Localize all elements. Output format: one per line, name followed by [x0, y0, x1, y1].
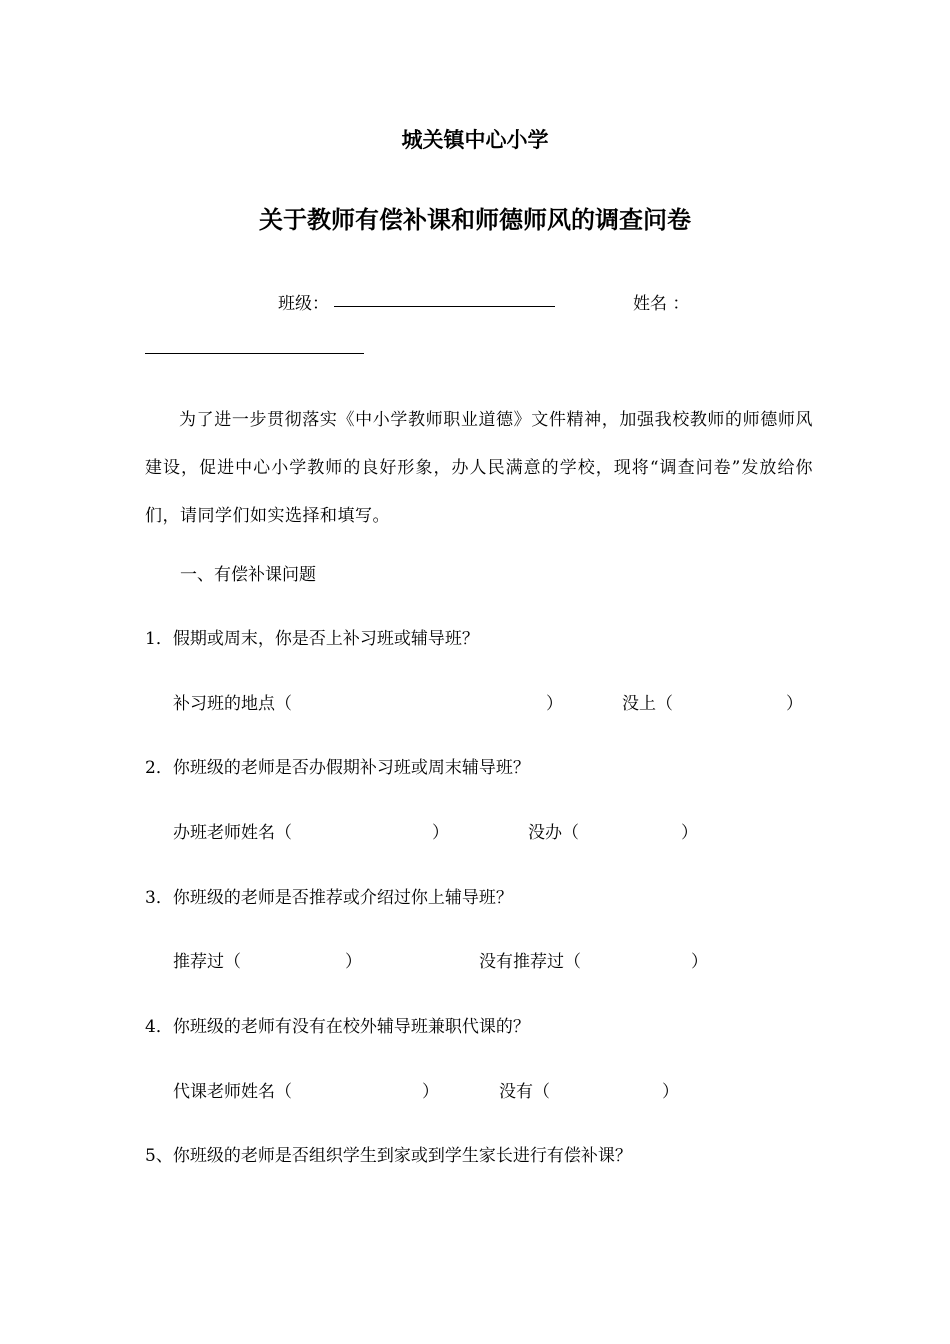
question-text: 你班级的老师是否组织学生到家或到学生家长进行有偿补课？ — [172, 1146, 632, 1166]
question-number: 3． — [145, 888, 173, 908]
question-number: 4． — [145, 1017, 173, 1037]
question-text: 你班级的老师是否推荐或介绍过你上辅导班？ — [172, 888, 513, 908]
name-label: 姓名 ： — [633, 294, 690, 314]
q4-option-no-label: 没有（ — [499, 1082, 550, 1102]
q2-option-no-label: 没办（ — [528, 823, 579, 843]
q1-option-location-close: ） — [546, 694, 563, 714]
intro-paragraph: 为了进一步贯彻落实《中小学教师职业道德》文件精神，加强我校教师的师德师风建设，促进中心小学教师的良好形象，办人民满意的学校，现将“调查问卷”发放给你们，请同学们如实选择和填写。 — [145, 410, 813, 526]
question-number: 1． — [145, 629, 173, 649]
question-3 — [145, 883, 513, 908]
q2-option-no-close: ） — [681, 823, 698, 843]
q2-option-teacher-close: ） — [432, 823, 449, 843]
q3-option-not-recommended-close: ） — [691, 952, 708, 972]
q1-option-no-label: 没上（ — [622, 694, 673, 714]
q2-option-teacher-label: 办班老师姓名（ — [173, 823, 292, 843]
name-input-line[interactable] — [145, 353, 364, 354]
q1-option-no-close: ） — [786, 694, 803, 714]
question-text: 你班级的老师是否办假期补习班或周末辅导班？ — [172, 758, 530, 778]
question-4 — [145, 1012, 530, 1037]
class-input-line[interactable] — [334, 306, 555, 307]
class-label: 班级： — [278, 294, 329, 314]
question-1 — [145, 624, 479, 649]
survey-title: 关于教师有偿补课和师德师风的调查问卷 — [259, 206, 691, 234]
q1-option-location-label: 补习班的地点（ — [173, 694, 292, 714]
q4-option-teacher-close: ） — [422, 1082, 439, 1102]
q3-option-not-recommended-label: 没有推荐过（ — [479, 952, 581, 972]
q4-option-teacher-label: 代课老师姓名（ — [173, 1082, 292, 1102]
question-text: 假期或周末，你是否上补习班或辅导班？ — [172, 629, 479, 649]
question-number: 5、 — [145, 1146, 173, 1166]
question-number: 2． — [145, 758, 173, 778]
section-heading: 一、有偿补课问题 — [180, 565, 316, 585]
q4-option-no-close: ） — [662, 1082, 679, 1102]
q3-option-recommended-label: 推荐过（ — [173, 952, 241, 972]
school-name: 城关镇中心小学 — [401, 128, 549, 152]
q3-option-recommended-close: ） — [345, 952, 362, 972]
question-2 — [145, 753, 530, 778]
question-text: 你班级的老师有没有在校外辅导班兼职代课的？ — [172, 1017, 530, 1037]
question-5 — [145, 1141, 632, 1166]
